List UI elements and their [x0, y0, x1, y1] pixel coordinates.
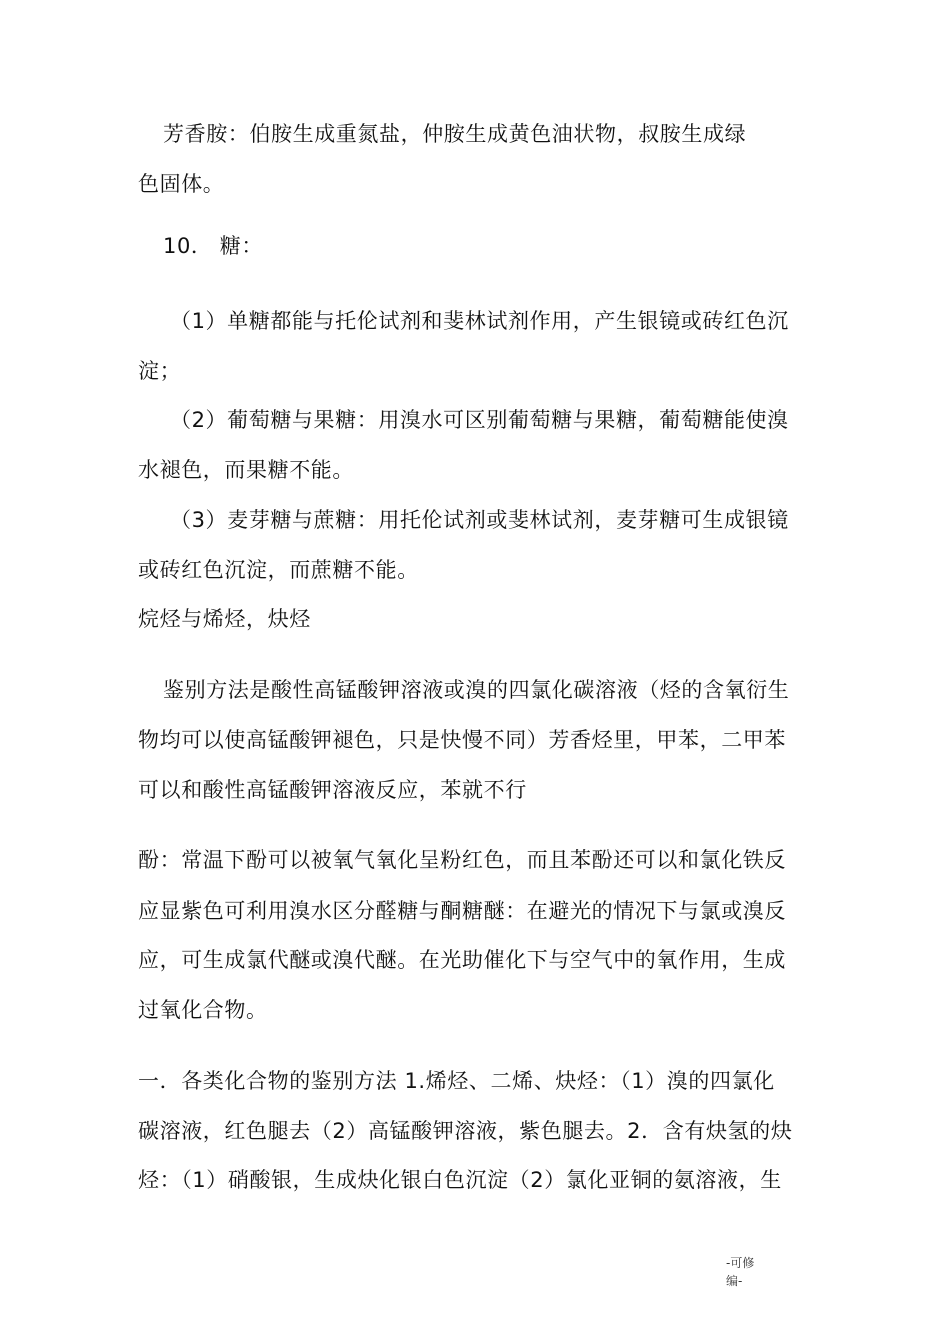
- text-line: 或砖红色沉淀，而蔗糖不能。: [138, 558, 419, 582]
- text-line: 10． 糖：: [163, 234, 263, 258]
- text-line: 过氧化合物。: [138, 998, 268, 1022]
- text-line: （3）麦芽糖与蔗糖：用托伦试剂或斐林试剂，麦芽糖可生成银镜: [170, 508, 789, 532]
- text-line: 一．各类化合物的鉴别方法 1.烯烃、二烯、炔烃：（1）溴的四氯化: [138, 1069, 775, 1093]
- text-line: 色固体。: [138, 172, 225, 196]
- text-line: 芳香胺：伯胺生成重氮盐，仲胺生成黄色油状物，叔胺生成绿: [163, 122, 747, 146]
- text-line: 鉴别方法是酸性高锰酸钾溶液或溴的四氯化碳溶液（烃的含氧衍生: [163, 678, 790, 702]
- text-line: 物均可以使高锰酸钾褪色，只是快慢不同）芳香烃里，甲苯，二甲苯: [138, 728, 786, 752]
- footer-line: 编-: [726, 1274, 743, 1288]
- text-line: 应，可生成氯代醚或溴代醚。在光助催化下与空气中的氧作用，生成: [138, 948, 786, 972]
- text-line: 可以和酸性高锰酸钾溶液反应，苯就不行: [138, 778, 527, 802]
- text-line: （2）葡萄糖与果糖：用溴水可区别葡萄糖与果糖，葡萄糖能使溴: [170, 408, 789, 432]
- text-line: 淀；: [138, 359, 182, 383]
- footer-line: -可修: [726, 1256, 755, 1270]
- text-line: （1）单糖都能与托伦试剂和斐林试剂作用，产生银镜或砖红色沉: [170, 309, 789, 333]
- text-line: 水褪色，而果糖不能。: [138, 458, 354, 482]
- page-footer: [726, 1254, 754, 1290]
- text-line: 烃：（1）硝酸银，生成炔化银白色沉淀（2）氯化亚铜的氨溶液，生: [138, 1168, 782, 1192]
- text-line: 烷烃与烯烃，炔烃: [138, 607, 311, 631]
- text-line: 碳溶液，红色腿去（2）高锰酸钾溶液，紫色腿去。2．含有炔氢的炔: [138, 1119, 793, 1143]
- text-line: 酚：常温下酚可以被氧气氧化呈粉红色，而且苯酚还可以和氯化铁反: [138, 848, 786, 872]
- text-line: 应显紫色可利用溴水区分醛糖与酮糖醚：在避光的情况下与氯或溴反: [138, 899, 786, 923]
